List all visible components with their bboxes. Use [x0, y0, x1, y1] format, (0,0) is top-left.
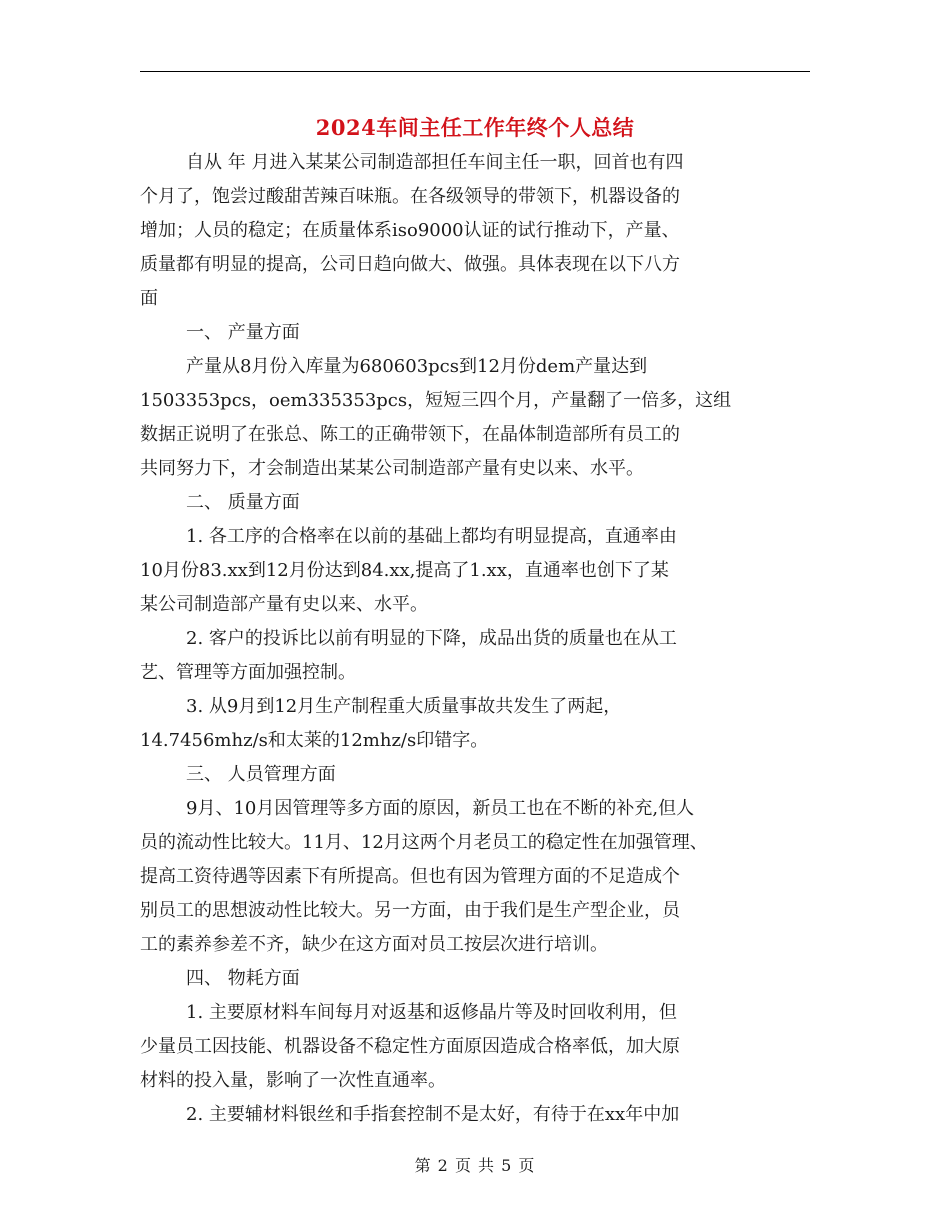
paragraph-line: 质量都有明显的提高，公司日趋向做大、做强。具体表现在以下八方 — [140, 254, 680, 275]
paragraph-line: 共同努力下，才会制造出某某公司制造部产量有史以来、水平。 — [140, 458, 644, 479]
paragraph-line: 14.7456mhz/s和太莱的12mhz/s印错字。 — [140, 730, 489, 751]
paragraph-line: 工的素养参差不齐，缺少在这方面对员工按层次进行培训。 — [140, 934, 608, 955]
section-heading: 一、 产量方面 — [186, 322, 300, 343]
document-title: 2024车间主任工作年终个人总结 — [315, 115, 635, 140]
document-body — [140, 146, 810, 1132]
paragraph-line: 提高工资待遇等因素下有所提高。但也有因为管理方面的不足造成个 — [140, 866, 680, 887]
paragraph-line: 9月、10月因管理等多方面的原因，新员工也在不断的补充,但人 — [186, 798, 695, 819]
paragraph-line: 1503353pcs，oem335353pcs，短短三四个月，产量翻了一倍多，这组 — [140, 390, 732, 411]
paragraph-line: 员的流动性比较大。11月、12月这两个月老员工的稳定性在加强管理、 — [140, 832, 708, 853]
paragraph-line: 某公司制造部产量有史以来、水平。 — [140, 594, 428, 615]
paragraph-line: 数据正说明了在张总、陈工的正确带领下，在晶体制造部所有员工的 — [140, 424, 680, 445]
paragraph-line: 1. 主要原材料车间每月对返基和返修晶片等及时回收利用，但 — [186, 1002, 677, 1023]
paragraph-line: 材料的投入量，影响了一次性直通率。 — [140, 1070, 446, 1091]
paragraph-line: 艺、管理等方面加强控制。 — [140, 662, 356, 683]
paragraph-line: 别员工的思想波动性比较大。另一方面，由于我们是生产型企业，员 — [140, 900, 680, 921]
paragraph-line: 产量从8月份入库量为680603pcs到12月份dem产量达到 — [186, 356, 648, 377]
paragraph-line: 面 — [140, 288, 158, 309]
paragraph-line: 自从 年 月进入某某公司制造部担任车间主任一职，回首也有四 — [186, 152, 684, 173]
paragraph-line: 个月了，饱尝过酸甜苦辣百味瓶。在各级领导的带领下，机器设备的 — [140, 186, 680, 207]
paragraph-line: 1. 各工序的合格率在以前的基础上都均有明显提高，直通率由 — [186, 526, 677, 547]
section-heading: 四、 物耗方面 — [186, 968, 300, 989]
paragraph-line: 2. 主要辅材料银丝和手指套控制不是太好，有待于在xx年中加 — [186, 1104, 680, 1125]
paragraph-line: 少量员工因技能、机器设备不稳定性方面原因造成合格率低，加大原 — [140, 1036, 680, 1057]
header-rule — [140, 71, 810, 72]
paragraph-line: 2. 客户的投诉比以前有明显的下降，成品出货的质量也在从工 — [186, 628, 677, 649]
paragraph-line: 10月份83.xx到12月份达到84.xx,提高了1.xx，直通率也创下了某 — [140, 560, 669, 581]
paragraph-line: 增加；人员的稳定；在质量体系iso9000认证的试行推动下，产量、 — [140, 220, 680, 241]
paragraph-line: 3. 从9月到12月生产制程重大质量事故共发生了两起， — [186, 696, 622, 717]
section-heading: 二、 质量方面 — [186, 492, 300, 513]
section-heading: 三、 人员管理方面 — [186, 764, 336, 785]
page-footer: 第 2 页 共 5 页 — [414, 1156, 536, 1175]
